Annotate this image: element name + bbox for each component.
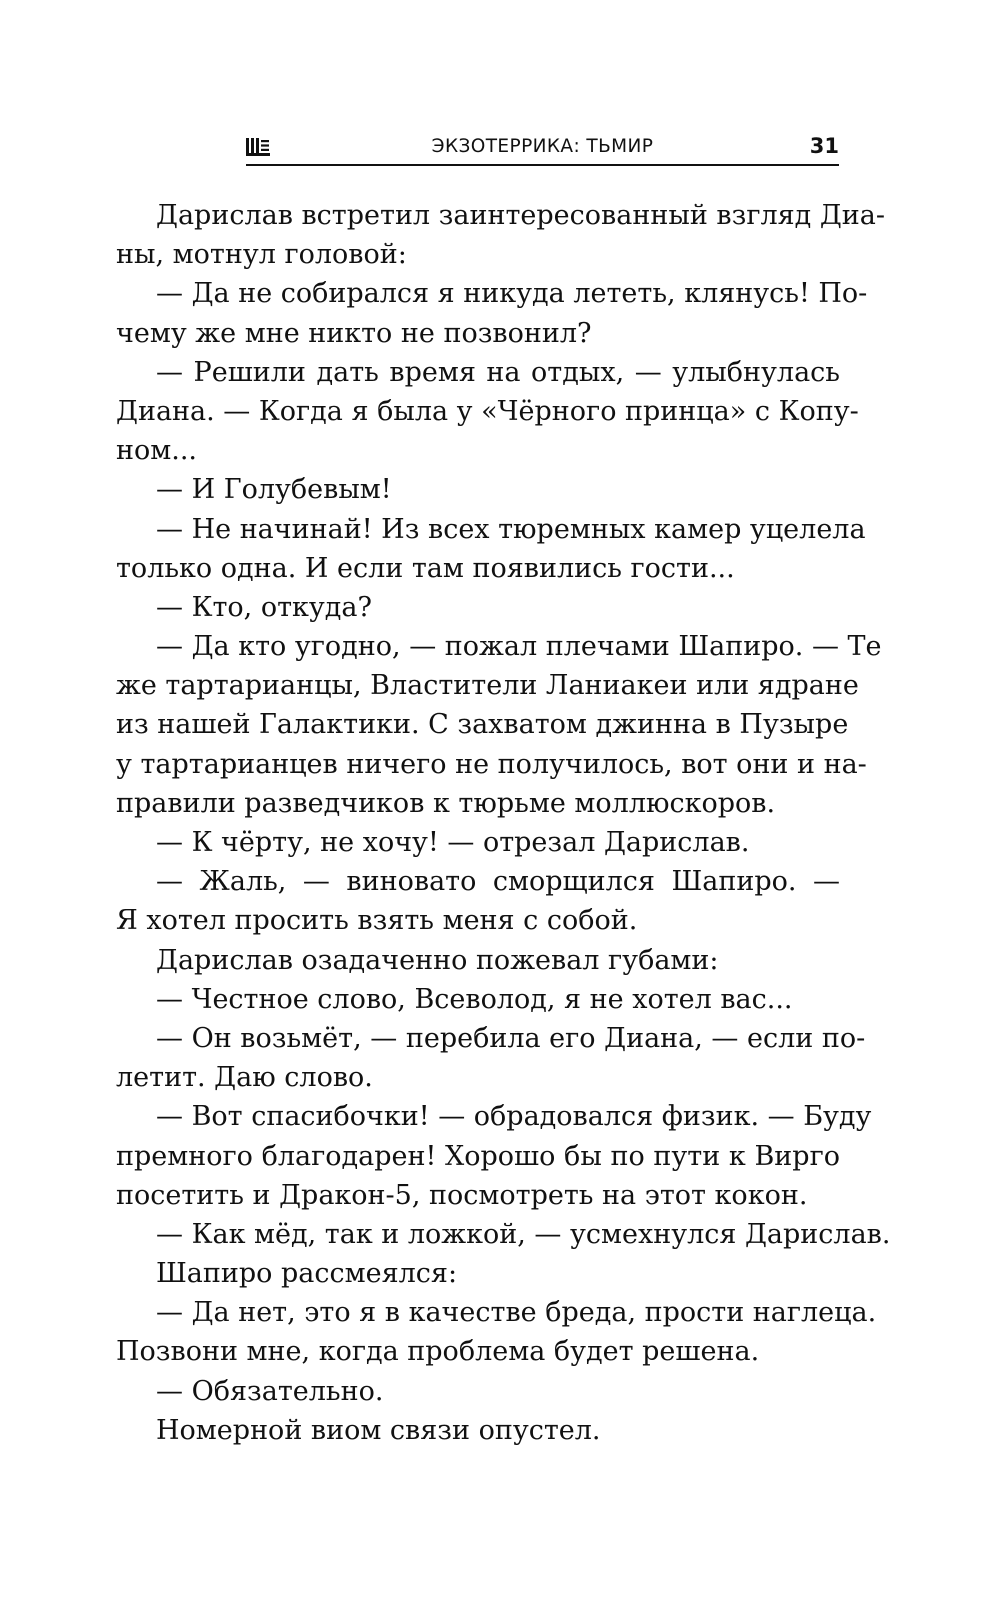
text-line: — Как мёд, так и ложкой, — усмехнулся Дарислав. — [156, 1218, 891, 1250]
page-header — [246, 134, 839, 166]
text-line: ны, мотнул головой: — [116, 239, 407, 271]
text-line: — Вот спасибочки! — обрадовался физик. — Буду — [156, 1101, 872, 1133]
text-line: Дарислав встретил заинтересованный взгляд Диа- — [156, 200, 886, 231]
text-line: — Кто, откуда? — [156, 591, 372, 623]
text-line: Дарислав озадаченно пожевал губами: — [156, 944, 719, 976]
text-line: — Честное слово, Всеволод, я не хотел вас... — [156, 983, 793, 1015]
text-line: у тартарианцев ничего не получилось, вот они и на- — [116, 748, 867, 780]
text-line: летит. Даю слово. — [116, 1062, 373, 1094]
text-line: Я хотел просить взять меня с собой. — [116, 905, 638, 937]
text-line: Диана. — Когда я была у «Чёрного принца» с Копу- — [116, 395, 859, 427]
text-line: же тартарианцы, Властители Ланиакеи или ядране — [116, 670, 859, 702]
text-line: — Да кто угодно, — пожал плечами Шапиро. — Те — [156, 631, 882, 663]
text-line: Позвони мне, когда проблема будет решена. — [116, 1336, 760, 1368]
text-line: — Он возьмёт, — перебила его Диана, — если по- — [156, 1022, 866, 1054]
text-line: из нашей Галактики. С захватом джинна в Пузыре — [116, 709, 849, 741]
running-title: ЭКЗОТЕРРИКА: ТЬМИР — [431, 136, 654, 157]
text-line: — Решили дать время на отдых, — улыбнулась — [156, 356, 840, 388]
text-line: Шапиро рассмеялся: — [156, 1258, 458, 1290]
text-line: — Да не собирался я никуда лететь, клянусь! По- — [156, 278, 868, 310]
text-line: — И Голубевым! — [156, 474, 392, 506]
text-line: — Жаль, — виновато сморщился Шапиро. — — [156, 866, 840, 898]
text-line: — Да нет, это я в качестве бреда, прости наглеца. — [156, 1297, 877, 1329]
body-text — [116, 196, 891, 1450]
text-line: посетить и Дракон-5, посмотреть на этот кокон. — [116, 1179, 808, 1211]
text-line: только одна. И если там появились гости... — [116, 552, 735, 584]
text-line: правили разведчиков к тюрьме моллюскоров. — [116, 787, 776, 819]
text-line: чему же мне никто не позвонил? — [116, 317, 592, 349]
text-line: — К чёрту, не хочу! — отрезал Дарислав. — [156, 827, 750, 858]
page-number: 31 — [809, 134, 839, 158]
text-line: Номерной виом связи опустел. — [156, 1414, 601, 1446]
text-line: ном... — [116, 435, 197, 467]
text-line: премного благодарен! Хорошо бы по пути к Вирго — [116, 1140, 840, 1172]
text-line: — Не начинай! Из всех тюремных камер уцелела — [156, 513, 866, 545]
text-line: — Обязательно. — [156, 1375, 384, 1407]
